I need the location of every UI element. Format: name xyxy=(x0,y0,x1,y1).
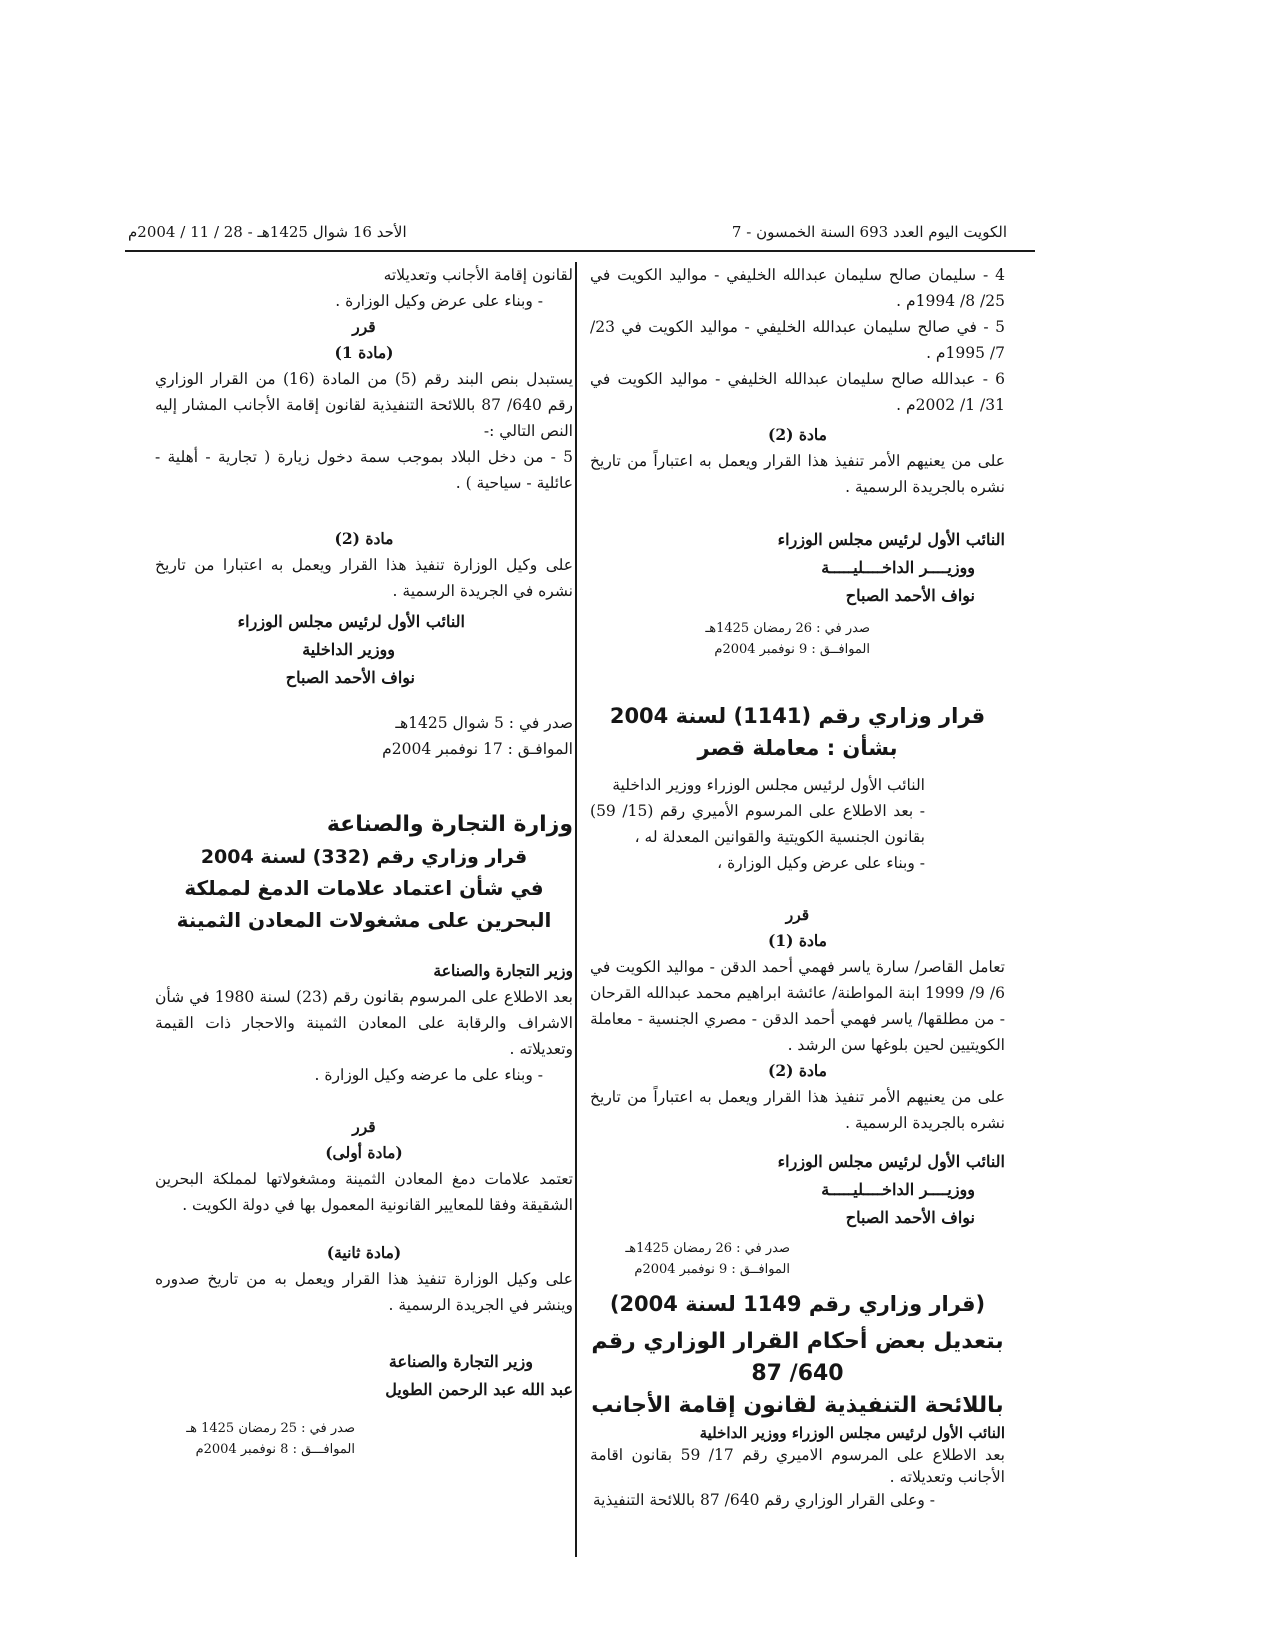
article-heading: (مادة 1) xyxy=(334,343,394,362)
left-column xyxy=(155,262,573,1460)
column-divider xyxy=(575,262,577,1557)
article-text: على من يعنيهم الأمر تنفيذ هذا القرار ويعمل به اعتباراً من تاريخ نشره بالجريدة الرسمية . xyxy=(590,452,1005,496)
preamble: - بعد الاطلاع على المرسوم الأميري رقم (15/ 59) بقانون الجنسية الكويتية والقوانين المعدلة له ، xyxy=(590,802,925,846)
article-heading: مادة (1) xyxy=(768,931,827,950)
preamble: - وعلى القرار الوزاري رقم 640/ 87 باللائحة التنفيذية xyxy=(592,1491,935,1509)
gregorian-date: الموافــق : 9 نوفمبر 2004م xyxy=(714,642,870,657)
signature-block xyxy=(765,526,1005,610)
article-text: على وكيل الوزارة تنفيذ هذا القرار ويعمل به اعتبارا من تاريخ نشره في الجريدة الرسمية . xyxy=(155,556,573,600)
header-date: الأحد 16 شوال 1425هـ - 28 / 11 / 2004م xyxy=(128,223,407,241)
preamble: بعد الاطلاع على المرسوم الاميري رقم 17/ 59 بقانون اقامة الأجانب وتعديلاته . xyxy=(590,1446,1005,1486)
signature-office: ووزيــــر الداخــــليـــــة xyxy=(821,558,975,577)
decision-heading: قرر xyxy=(352,317,376,336)
article-item: 5 - من دخل البلاد بموجب سمة دخول زيارة ( تجارية - أهلية - عائلية - سياحية ) . xyxy=(155,448,573,492)
article-heading: مادة (2) xyxy=(768,1061,827,1080)
signature-block xyxy=(215,608,465,692)
signature-office: ووزيــــر الداخــــليـــــة xyxy=(821,1180,975,1199)
decree-title: قرار وزاري رقم (332) لسنة 2004 xyxy=(200,846,528,868)
decree-intro: النائب الأول لرئيس مجلس الوزراء ووزير الداخلية xyxy=(612,776,925,794)
article-text: على وكيل الوزارة تنفيذ هذا القرار ويعمل به من تاريخ صدوره وينشر في الجريدة الرسمية . xyxy=(155,1270,573,1314)
decree-title: قرار وزاري رقم (1141) لسنة 2004 xyxy=(609,704,986,728)
signature-name: نواف الأحمد الصباح xyxy=(845,1208,975,1227)
signature-block xyxy=(765,1148,1005,1232)
preamble: - وبناء على عرض وكيل الوزارة ، xyxy=(717,854,925,872)
ministry-heading: وزارة التجارة والصناعة xyxy=(326,812,573,837)
article-heading: (مادة ثانية) xyxy=(326,1243,402,1262)
preamble: بعد الاطلاع على المرسوم بقانون رقم (23) لسنة 1980 في شأن الاشراف والرقابة على المعادن الثمينة والاحجار ذات القيمة وتعديلاته . xyxy=(155,988,573,1058)
decree-subject: باللائحة التنفيذية لقانون إقامة الأجانب xyxy=(591,1393,1004,1418)
preamble: - وبناء على عرض وكيل الوزارة . xyxy=(335,292,543,310)
decree-intro: النائب الأول لرئيس مجلس الوزراء ووزير الداخلية xyxy=(699,1424,1005,1442)
decision-heading: قرر xyxy=(785,905,810,924)
decree-subject: بتعديل بعض أحكام القرار الوزاري رقم 640/ 87 xyxy=(591,1329,1004,1386)
issued-date: صدر في : 26 رمضان 1425هـ xyxy=(705,621,870,636)
decree-subject: في شأن اعتماد علامات الدمغ لمملكة xyxy=(184,876,544,900)
list-item: 5 - في صالح سليمان عبدالله الخليفي - مواليد الكويت في 23/ 7/ 1995م . xyxy=(590,318,1005,362)
article-heading: (مادة أولى) xyxy=(325,1143,403,1162)
issued-date: صدر في : 5 شوال 1425هـ xyxy=(395,714,573,732)
signature-name: نواف الأحمد الصباح xyxy=(285,668,415,687)
signature-title: النائب الأول لرئيس مجلس الوزراء xyxy=(237,612,465,631)
article-text: على من يعنيهم الأمر تنفيذ هذا القرار ويعمل به اعتباراً من تاريخ نشره بالجريدة الرسمية . xyxy=(590,1088,1005,1132)
decree-subject: البحرين على مشغولات المعادن الثمينة xyxy=(176,908,552,932)
gregorian-date: الموافــق : 9 نوفمبر 2004م xyxy=(634,1262,790,1277)
list-item: 4 - سليمان صالح سليمان عبدالله الخليفي - مواليد الكويت في 25/ 8/ 1994م . xyxy=(590,266,1005,310)
date-block xyxy=(590,618,870,660)
signature-title: النائب الأول لرئيس مجلس الوزراء xyxy=(777,530,1005,549)
decree-subject: بشأن : معاملة قصر xyxy=(697,736,898,760)
signature-name: عبد الله عبد الرحمن الطويل xyxy=(385,1380,573,1399)
header-issue-info: الكويت اليوم العدد 693 السنة الخمسون - 7 xyxy=(731,223,1007,241)
preamble: - وبناء على ما عرضه وكيل الوزارة . xyxy=(314,1066,543,1084)
date-block xyxy=(155,710,573,762)
date-block xyxy=(590,1238,790,1280)
gregorian-date: الموافـــق : 8 نوفمبر 2004م xyxy=(195,1442,355,1457)
issued-date: صدر في : 25 رمضان 1425 هـ xyxy=(186,1421,355,1436)
decree-title: (قرار وزاري رقم 1149 لسنة 2004) xyxy=(609,1292,986,1316)
header-rule xyxy=(125,250,1035,252)
right-column xyxy=(590,262,1005,1512)
signature-office: ووزير الداخلية xyxy=(302,640,395,659)
gregorian-date: الموافـق : 17 نوفمبر 2004م xyxy=(382,740,573,758)
list-item: 6 - عبدالله صالح سليمان عبدالله الخليفي - مواليد الكويت في 31/ 1/ 2002م . xyxy=(590,370,1005,414)
decision-heading: قرر xyxy=(352,1117,376,1136)
issued-date: صدر في : 26 رمضان 1425هـ xyxy=(625,1241,790,1256)
article-text: تعتمد علامات دمغ المعادن الثمينة ومشغولاتها لمملكة البحرين الشقيقة وفقا للمعايير القانونية المعمول بها في دولة الكويت . xyxy=(155,1170,573,1214)
continued-text: لقانون إقامة الأجانب وتعديلاته xyxy=(383,266,573,284)
article-text: يستبدل بنص البند رقم (5) من المادة (16) من القرار الوزاري رقم 640/ 87 باللائحة التنفيذية لقانون إقامة الأجانب المشار إليه النص التالي :- xyxy=(155,370,574,440)
signature-title: النائب الأول لرئيس مجلس الوزراء xyxy=(777,1152,1005,1171)
signature-name: نواف الأحمد الصباح xyxy=(845,586,975,605)
signature-block xyxy=(343,1348,573,1404)
article-heading: مادة (2) xyxy=(768,425,827,444)
date-block xyxy=(155,1418,355,1460)
article-heading: مادة (2) xyxy=(334,529,394,548)
decree-intro: وزير التجارة والصناعة xyxy=(433,961,573,980)
article-text: تعامل القاصر/ سارة ياسر فهمي أحمد الدقن - مواليد الكويت في 6/ 9/ 1999 ابنة المواطنة/ عائشة ابراهيم محمد عبدالله القرحان - من مطلقها/ ياسر فهمي أحمد الدقن - مصري الجنسية - معاملة الكويتيين لحين بلوغها سن الرشد . xyxy=(590,958,1005,1054)
signature-title: وزير التجارة والصناعة xyxy=(388,1352,533,1371)
